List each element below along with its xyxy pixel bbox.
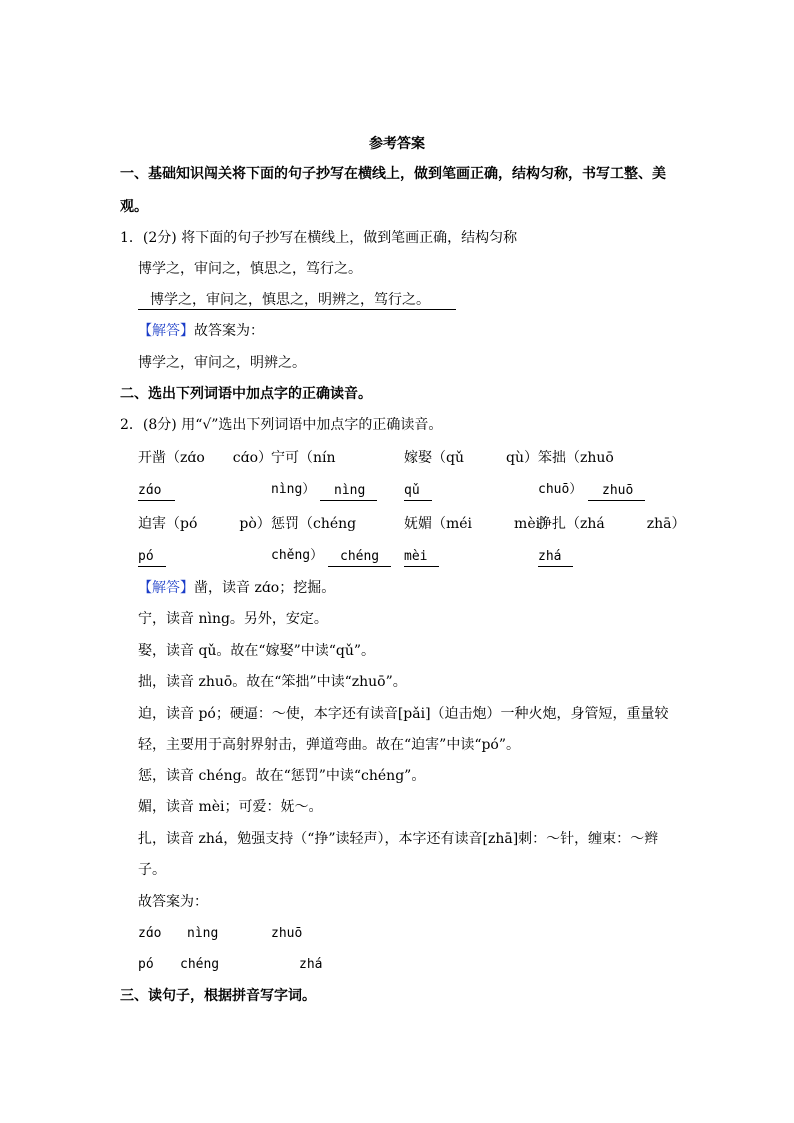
page-title: 参考答案 (369, 136, 425, 152)
q2-word-wumei: 妩媚（méi mèi） (404, 516, 555, 532)
q2-explanation-0: 凿，读音 zɑ́o；挖掘。 (194, 580, 336, 596)
q2-final-2-1: pó (138, 957, 154, 972)
q2-blank-kaizao: zɑ́o (138, 482, 175, 501)
section3-heading: 三、读句子，根据拼音写字词。 (120, 988, 316, 1004)
q2-word-jiaqu: 嫁娶（qǔ qù） (404, 450, 538, 466)
q1-jieda-label: 【解答】 (138, 323, 194, 339)
q2-explanation-8: 扎，读音 zhá，勉强支持（“挣”读轻声），本字还有读音[zhā]刺：～针，缠束：～辫 (138, 831, 659, 847)
q2-answer-chengfa (328, 546, 391, 567)
q1-sentence: 博学之，审问之，慎思之，笃行之。 (138, 261, 362, 277)
q1-answer-blank: 博学之，审问之，慎思之，明辨之，笃行之。 (138, 291, 456, 310)
q2-word-chengfa: 惩罚（chéng (271, 516, 357, 532)
q2-jieda-label: 【解答】 (138, 580, 194, 596)
q2-word-ningke: 宁可（nín (271, 450, 336, 466)
q2-final-2-3: zhá (299, 957, 323, 972)
q2-blank-benzhuo: zhuō (588, 482, 645, 501)
q2-explanation-7: 媚，读音 mèi；可爱：妩～。 (138, 799, 323, 815)
q2-answer-wumei (404, 546, 439, 567)
q1-jieda (138, 321, 264, 341)
q2-explanation-4: 迫，读音 pó；硬逼：～使，本字还有读音[pǎi]（迫击炮）一种火炮，身管短，重量较 (138, 706, 669, 722)
section1-heading-line2: 观。 (120, 199, 148, 215)
q2-answer-pohai (138, 546, 166, 567)
q1-jieda-text: 故答案为： (194, 323, 264, 339)
q2-final-1-3: zhuō (271, 926, 303, 941)
q2-jieda (138, 578, 335, 598)
q2-answer-kaizao (138, 480, 175, 501)
q1-answer: 博学之，审问之，明辨之。 (138, 355, 306, 371)
q2-word-benzhuo: 笨拙（zhuō (538, 450, 614, 466)
q2-blank-chengfa: chéng (328, 548, 391, 567)
q2-blank-zhengzha: zhá (538, 548, 573, 567)
q2-blank-pohai: pó (138, 548, 166, 567)
q2-word-pohai: 迫害（pó pò） (138, 516, 271, 532)
q2-explanation-2: 娶，读音 qǔ。故在“嫁娶”中读“qǔ”。 (138, 643, 376, 659)
section2-heading: 二、选出下列词语中加点字的正确读音。 (120, 386, 372, 402)
q2-blank-wumei: mèi (404, 548, 439, 567)
q2-explanation-1: 宁，读音 nìng。另外，安定。 (138, 611, 328, 627)
q2-explanation-3: 拙，读音 zhuō。故在“笨拙”中读“zhuō”。 (138, 674, 407, 690)
q2-explanation-9: 子。 (138, 862, 166, 878)
q2-word-zhengzha: 挣扎（zhá zhā） (538, 516, 686, 532)
q2-word-chengfa-cont: chěng） (271, 548, 324, 563)
q2-final-2-2: chéng (180, 957, 220, 972)
q2-blank-ningke: nìng (320, 482, 377, 501)
q2-answer-zhengzha (538, 546, 573, 567)
q1-answer-line (138, 290, 456, 310)
q2-explanation-6: 惩，读音 chéng。故在“惩罚”中读“chéng”。 (138, 768, 426, 784)
section1-heading-line1: 一、基础知识闯关将下面的句子抄写在横线上，做到笔画正确，结构匀称，书写工整、美 (120, 166, 666, 182)
q2-blank-jiaqu: qǔ (404, 482, 432, 501)
q2-final-label: 故答案为： (138, 894, 208, 910)
q2-answer-jiaqu (404, 480, 432, 501)
q2-word-benzhuo-cont: chuō） (538, 482, 583, 497)
q1-stem: 1．(2分) 将下面的句子抄写在横线上，做到笔画正确，结构匀称 (120, 230, 518, 246)
q2-answer-benzhuo (588, 480, 645, 501)
q2-explanation-5: 轻，主要用于高射界射击，弹道弯曲。故在“迫害”中读“pó”。 (138, 737, 521, 753)
q2-final-1-1: zɑ́o (138, 926, 162, 941)
q2-word-kaizao: 开凿（zɑ́o cɑ́o） (138, 450, 272, 466)
q2-word-ningke-cont: nìng） (271, 482, 316, 497)
q2-answer-ningke (320, 480, 377, 501)
q2-final-1-2: nìng (187, 926, 219, 941)
q2-stem: 2．(8分) 用“√”选出下列词语中加点字的正确读音。 (120, 417, 443, 433)
